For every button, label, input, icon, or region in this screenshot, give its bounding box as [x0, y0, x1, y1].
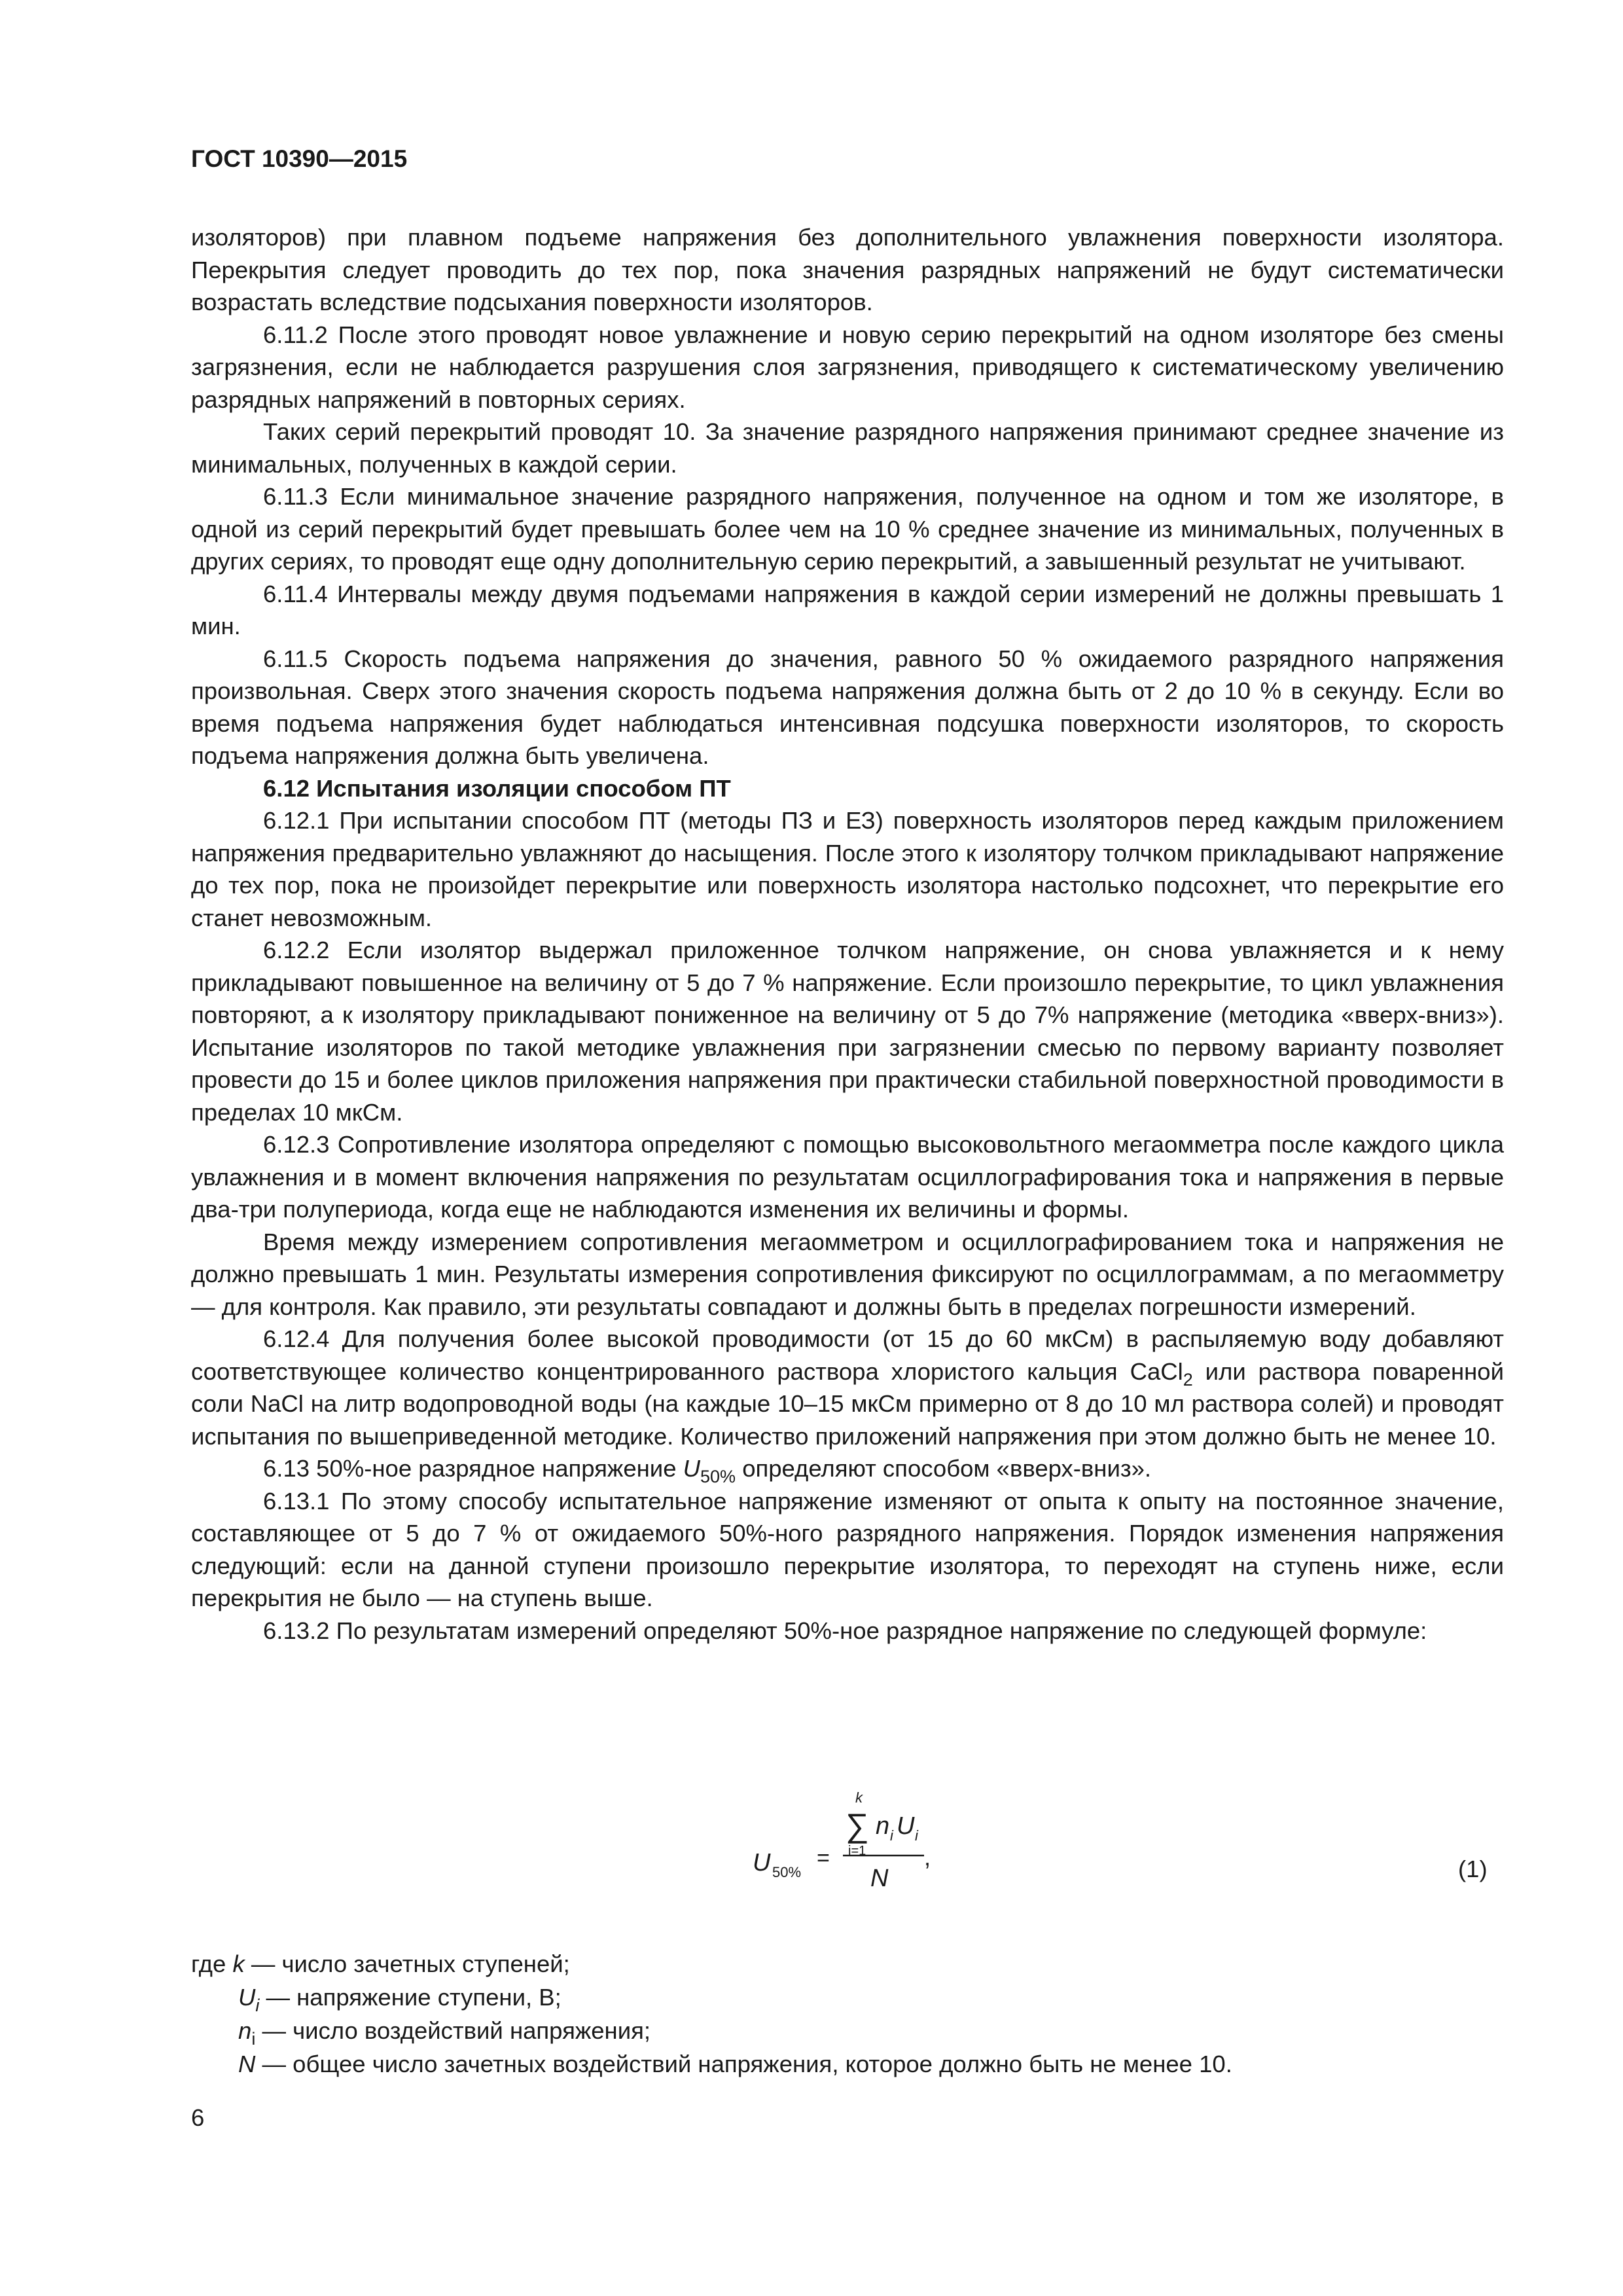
legend-text: — напряжение ступени, В; [259, 1984, 562, 2011]
legend-symbol: n [238, 2017, 252, 2044]
subscript: 50% [700, 1467, 736, 1486]
formula-u-subscript: i [915, 1827, 918, 1844]
legend-lead: где [191, 1950, 226, 1977]
clause-6-12-2: 6.12.2 Если изолятор выдержал приложенное толчком напряжение, он снова увлажняется и к нему прикладывают повышенное на величину от 5 до 7 % напряжение. Если произошло перекрытие, то цикл увлажнения повторяют, а к изолятору прикладывают пониженное на величину от 5 до 7% напряжение (методика «вверх-вниз»). Испытание изоляторов по такой методике увлажнения при загрязнении смесью по первому варианту позволяет провести до 15 и более циклов приложения напряжения при практически стабильной поверхностной проводимости в пределах 10 мкСм. [191, 937, 1504, 1126]
formula-u: U [897, 1812, 915, 1840]
sum-lower-limit: i=1 [848, 1844, 866, 1858]
clause-6-11-2: 6.11.2 После этого проводят новое увлажнение и новую серию перекрытий на одном изоляторе без смены загрязнения, если не наблюдается разрушения слоя загрязнения, приводящего к систематическому увеличению разрядных напряжений в повторных сериях. [191, 321, 1504, 413]
paragraph: Время между измерением сопротивления мегаомметром и осциллографированием тока и напряжения не должно превышать 1 мин. Результаты измерения сопротивления фиксируют по осциллограммам, а по мегаомметру — для контроля. Как правило, эти результаты совпадают и должны быть в пределах погрешности измерений. [191, 1228, 1504, 1320]
document-header: ГОСТ 10390—2015 [191, 145, 408, 172]
body-text [191, 221, 1504, 1647]
formula-lhs: U [753, 1849, 771, 1876]
section-heading-6-12: 6.12 Испытания изоляции способом ПТ [263, 774, 731, 802]
formula-lhs-subscript: 50% [772, 1864, 802, 1880]
legend-symbol: N [238, 2051, 256, 2077]
legend-row-N [191, 2047, 1232, 2081]
clause-text: или раствора поваренной соли NaCl на литр водопроводной воды (на каждые 10–15 мкСм примерно от 8 до 10 мл раствора солей) и проводят испытания по вышеприведенной методике. Количество приложений напряжения при этом должно быть не менее 10. [191, 1357, 1504, 1450]
legend-row-k [191, 1947, 1232, 1981]
formula-legend [191, 1947, 1232, 2081]
formula-number: (1) [1458, 1856, 1488, 1882]
clause-6-13 [191, 1452, 1504, 1485]
sum-sign: ∑ [846, 1807, 869, 1844]
paragraph: изоляторов) при плавном подъеме напряжения без дополнительного увлажнения поверхности изоляторa. Перекрытия следует проводить до тех пор, пока значения разрядных напряжений не будут систематически возрастать вследствие подсыхания поверхности изоляторов. [191, 224, 1504, 315]
clause-6-11-5: 6.11.5 Скорость подъема напряжения до значения, равного 50 % ожидаемого разрядного напряжения произвольная. Сверх этого значения скорость подъема напряжения должна быть от 2 до 10 % в секунду. Если во время подъема напряжения будет наблюдаться интенсивная подсушка поверхности изоляторов, то скорость подъема напряжения должна быть увеличена. [191, 645, 1504, 769]
legend-text: — общее число зачетных воздействий напряжения, которое должно быть не менее 10. [255, 2051, 1232, 2077]
clause-6-12-4 [191, 1323, 1504, 1452]
legend-symbol: k [232, 1950, 245, 1977]
clause-6-13-2: 6.13.2 По результатам измерений определяют 50%-ное разрядное напряжение по следующей формуле: [263, 1617, 1427, 1644]
formula-n-subscript: i [890, 1827, 893, 1844]
clause-6-12-3: 6.12.3 Сопротивление изолятора определяют с помощью высоковольтного мегаомметра после каждого цикла увлажнения и в момент включения напряжения по результатам осциллографирования тока и напряжения в первые два-три полупериода, когда еще не наблюдаются изменения их величины и формы. [191, 1131, 1504, 1223]
clause-text: 6.13 50%-ное разрядное напряжение [263, 1455, 683, 1482]
formula-n: n [876, 1812, 890, 1840]
sum-upper-limit: k [855, 1789, 863, 1806]
legend-text: — число зачетных ступеней; [244, 1950, 570, 1977]
math-symbol: U [683, 1455, 700, 1482]
legend-subscript: i [255, 1996, 260, 2015]
clause-6-11-4: 6.11.4 Интервалы между двумя подъемами напряжения в каждой серии измерений не должны превышать 1 мин. [191, 580, 1504, 639]
formula-equals: = [817, 1846, 830, 1871]
clause-text: 6.12.4 Для получения более высокой проводимости (от 15 до 60 мкСм) в распыляемую воду добавляют соответствующее количество концентрированного раствора хлористого кальция CaCl [191, 1325, 1504, 1385]
formula-1 [0, 1787, 1623, 1918]
subscript: 2 [1183, 1369, 1193, 1390]
formula-comma: , [924, 1844, 931, 1871]
clause-text: определяют способом «вверх-вниз». [736, 1455, 1152, 1482]
page-number: 6 [191, 2104, 205, 2131]
clause-6-13-1: 6.13.1 По этому способу испытательное напряжение изменяют от опыта к опыту на постоянное значение, составляющее от 5 до 7 % от ожидаемого 50%-ного разрядного напряжения. Порядок изменения напряжения следующий: если на данной ступени произошло перекрытие изолятора, то переходят на ступень ниже, если перекрытия не было — на ступень выше. [191, 1487, 1504, 1611]
paragraph: Таких серий перекрытий проводят 10. За значение разрядного напряжения принимают среднее значение из минимальных, полученных в каждой серии. [191, 418, 1504, 478]
clause-6-12-1: 6.12.1 При испытании способом ПТ (методы ПЗ и ЕЗ) поверхность изоляторов перед каждым приложением напряжения предварительно увлажняют до насыщения. После этого к изолятору толчком прикладывают напряжение до тех пор, пока не произойдет перекрытие или поверхность изолятора настолько подсохнет, что перекрытие его станет невозможным. [191, 807, 1504, 931]
legend-subscript: i [251, 2029, 256, 2049]
legend-symbol: U [238, 1984, 256, 2011]
legend-text: — число воздействий напряжения; [255, 2017, 651, 2044]
legend-row-u [191, 1981, 1232, 2014]
formula-denominator: N [870, 1865, 889, 1892]
clause-6-11-3: 6.11.3 Если минимальное значение разрядного напряжения, полученное на одном и том же изоляторе, в одной из серий перекрытий будет превышать более чем на 10 % среднее значение из минимальных, полученных в других сериях, то проводят еще одну дополнительную серию перекрытий, а завышенный результат не учитывают. [191, 483, 1504, 575]
legend-row-n [191, 2014, 1232, 2047]
